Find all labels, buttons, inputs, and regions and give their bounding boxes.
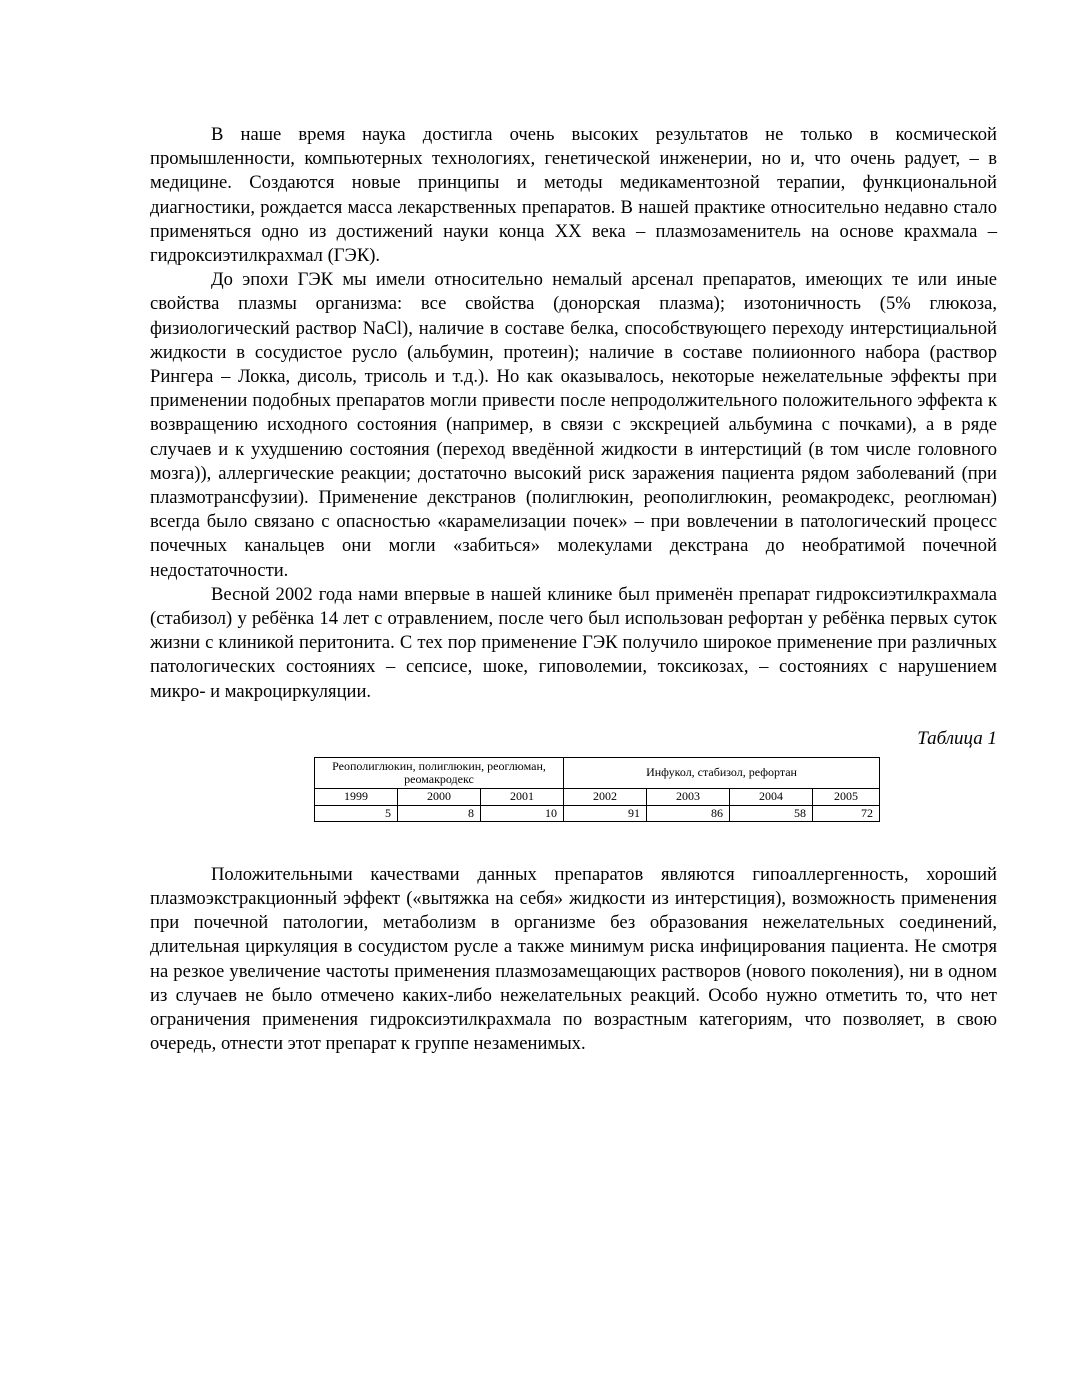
table-caption-row bbox=[150, 727, 997, 757]
body-paragraph: Весной 2002 года нами впервые в нашей клинике был применён препарат гидроксиэтилкрахмала (стабизол) у ребёнка 14 лет с отравлением, после чего был использован рефортан у ребёнка первых суток жизни с клиникой перитонита. С тех пор применение ГЭК получило широкое применение при различных патологических состояниях – сепсисе, шоке, гиповолемии, токсикозах, – состояниях с нарушением микро- и макроциркуляции. bbox=[150, 583, 997, 702]
year-cell: 2002 bbox=[564, 788, 647, 805]
table-header-row bbox=[315, 757, 880, 788]
value-cell: 91 bbox=[564, 805, 647, 821]
value-cell: 72 bbox=[813, 805, 880, 821]
group-header-dextrans: Реополиглюкин, полиглюкин, реоглюман, реомакродекс bbox=[315, 757, 564, 788]
year-cell: 1999 bbox=[315, 788, 398, 805]
group-header-hes: Инфукол, стабизол, рефортан bbox=[564, 757, 880, 788]
value-cell: 86 bbox=[647, 805, 730, 821]
data-table bbox=[314, 757, 880, 822]
year-cell: 2003 bbox=[647, 788, 730, 805]
document-page bbox=[150, 123, 997, 1057]
section-spacer bbox=[150, 822, 997, 863]
body-paragraph: До эпохи ГЭК мы имели относительно немалый арсенал препаратов, имеющих те или иные свойства плазмы организма: все свойства (донорская плазма); изотоничность (5% глюкоза, физиологический раствор NaCl), наличие в составе белка, способствующего переходу интерстициальной жидкости в сосудистое русло (альбумин, протеин); наличие в составе полиионного набора (раствор Рингера – Локка, дисоль, трисоль и т.д.). Но как оказывалось, некоторые нежелательные эффекты при применении подобных препаратов могли привести после непродолжительного положительного эффекта к возвращению исходного состояния (например, в связи с экскрецией альбумина с почками), а в ряде случаев и к ухудшению состояния (переход введённой жидкости в интерстиций (в том числе головного мозга)), аллергические реакции; достаточно высокий риск заражения пациента рядом заболеваний (при плазмотрансфузии). Применение декстранов (полиглюкин, реополиглюкин, реомакродекс, реоглюман) всегда было связано с опасностью «карамелизации почек» – при вовлечении в патологический процесс почечных канальцев они могли «забиться» молекулами декстрана до необратимой почечной недостаточности. bbox=[150, 269, 997, 581]
value-cell: 5 bbox=[315, 805, 398, 821]
year-cell: 2000 bbox=[398, 788, 481, 805]
table-caption: Таблица 1 bbox=[917, 727, 997, 749]
body-paragraph: В наше время наука достигла очень высоких результатов не только в космической промышленности, компьютерных технологиях, генетической инженерии, но и, что очень радует, – в медицине. Создаются новые принципы и методы медикаментозной терапии, функциональной диагностики, рождается масса лекарственных препаратов. В нашей практике относительно недавно стало применяться одно из достижений науки конца ХХ века – плазмозаменитель на основе крахмала – гидроксиэтилкрахмал (ГЭК). bbox=[150, 124, 997, 267]
value-cell: 8 bbox=[398, 805, 481, 821]
year-cell: 2001 bbox=[481, 788, 564, 805]
table-value-row bbox=[315, 805, 880, 821]
value-cell: 58 bbox=[730, 805, 813, 821]
table-year-row bbox=[315, 788, 880, 805]
value-cell: 10 bbox=[481, 805, 564, 821]
data-table-wrapper bbox=[314, 757, 879, 822]
year-cell: 2005 bbox=[813, 788, 880, 805]
year-cell: 2004 bbox=[730, 788, 813, 805]
closing-paragraph: Положительными качествами данных препаратов являются гипоаллергенность, хороший плазмоэкстракционный эффект («вытяжка на себя» жидкости из интерстиция), возможность применения при почечной патологии, метаболизм в организме без образования нежелательных соединений, длительная циркуляция в сосудистом русле а также минимум риска инфицирования пациента. Не смотря на резкое увеличение частоты применения плазмозамещающих растворов (нового поколения), ни в одном из случаев не было отмечено каких-либо нежелательных реакций. Особо нужно отметить то, что нет ограничения применения гидроксиэтилкрахмала по возрастным категориям, что позволяет, в свою очередь, отнести этот препарат к группе незаменимых. bbox=[150, 863, 997, 1055]
